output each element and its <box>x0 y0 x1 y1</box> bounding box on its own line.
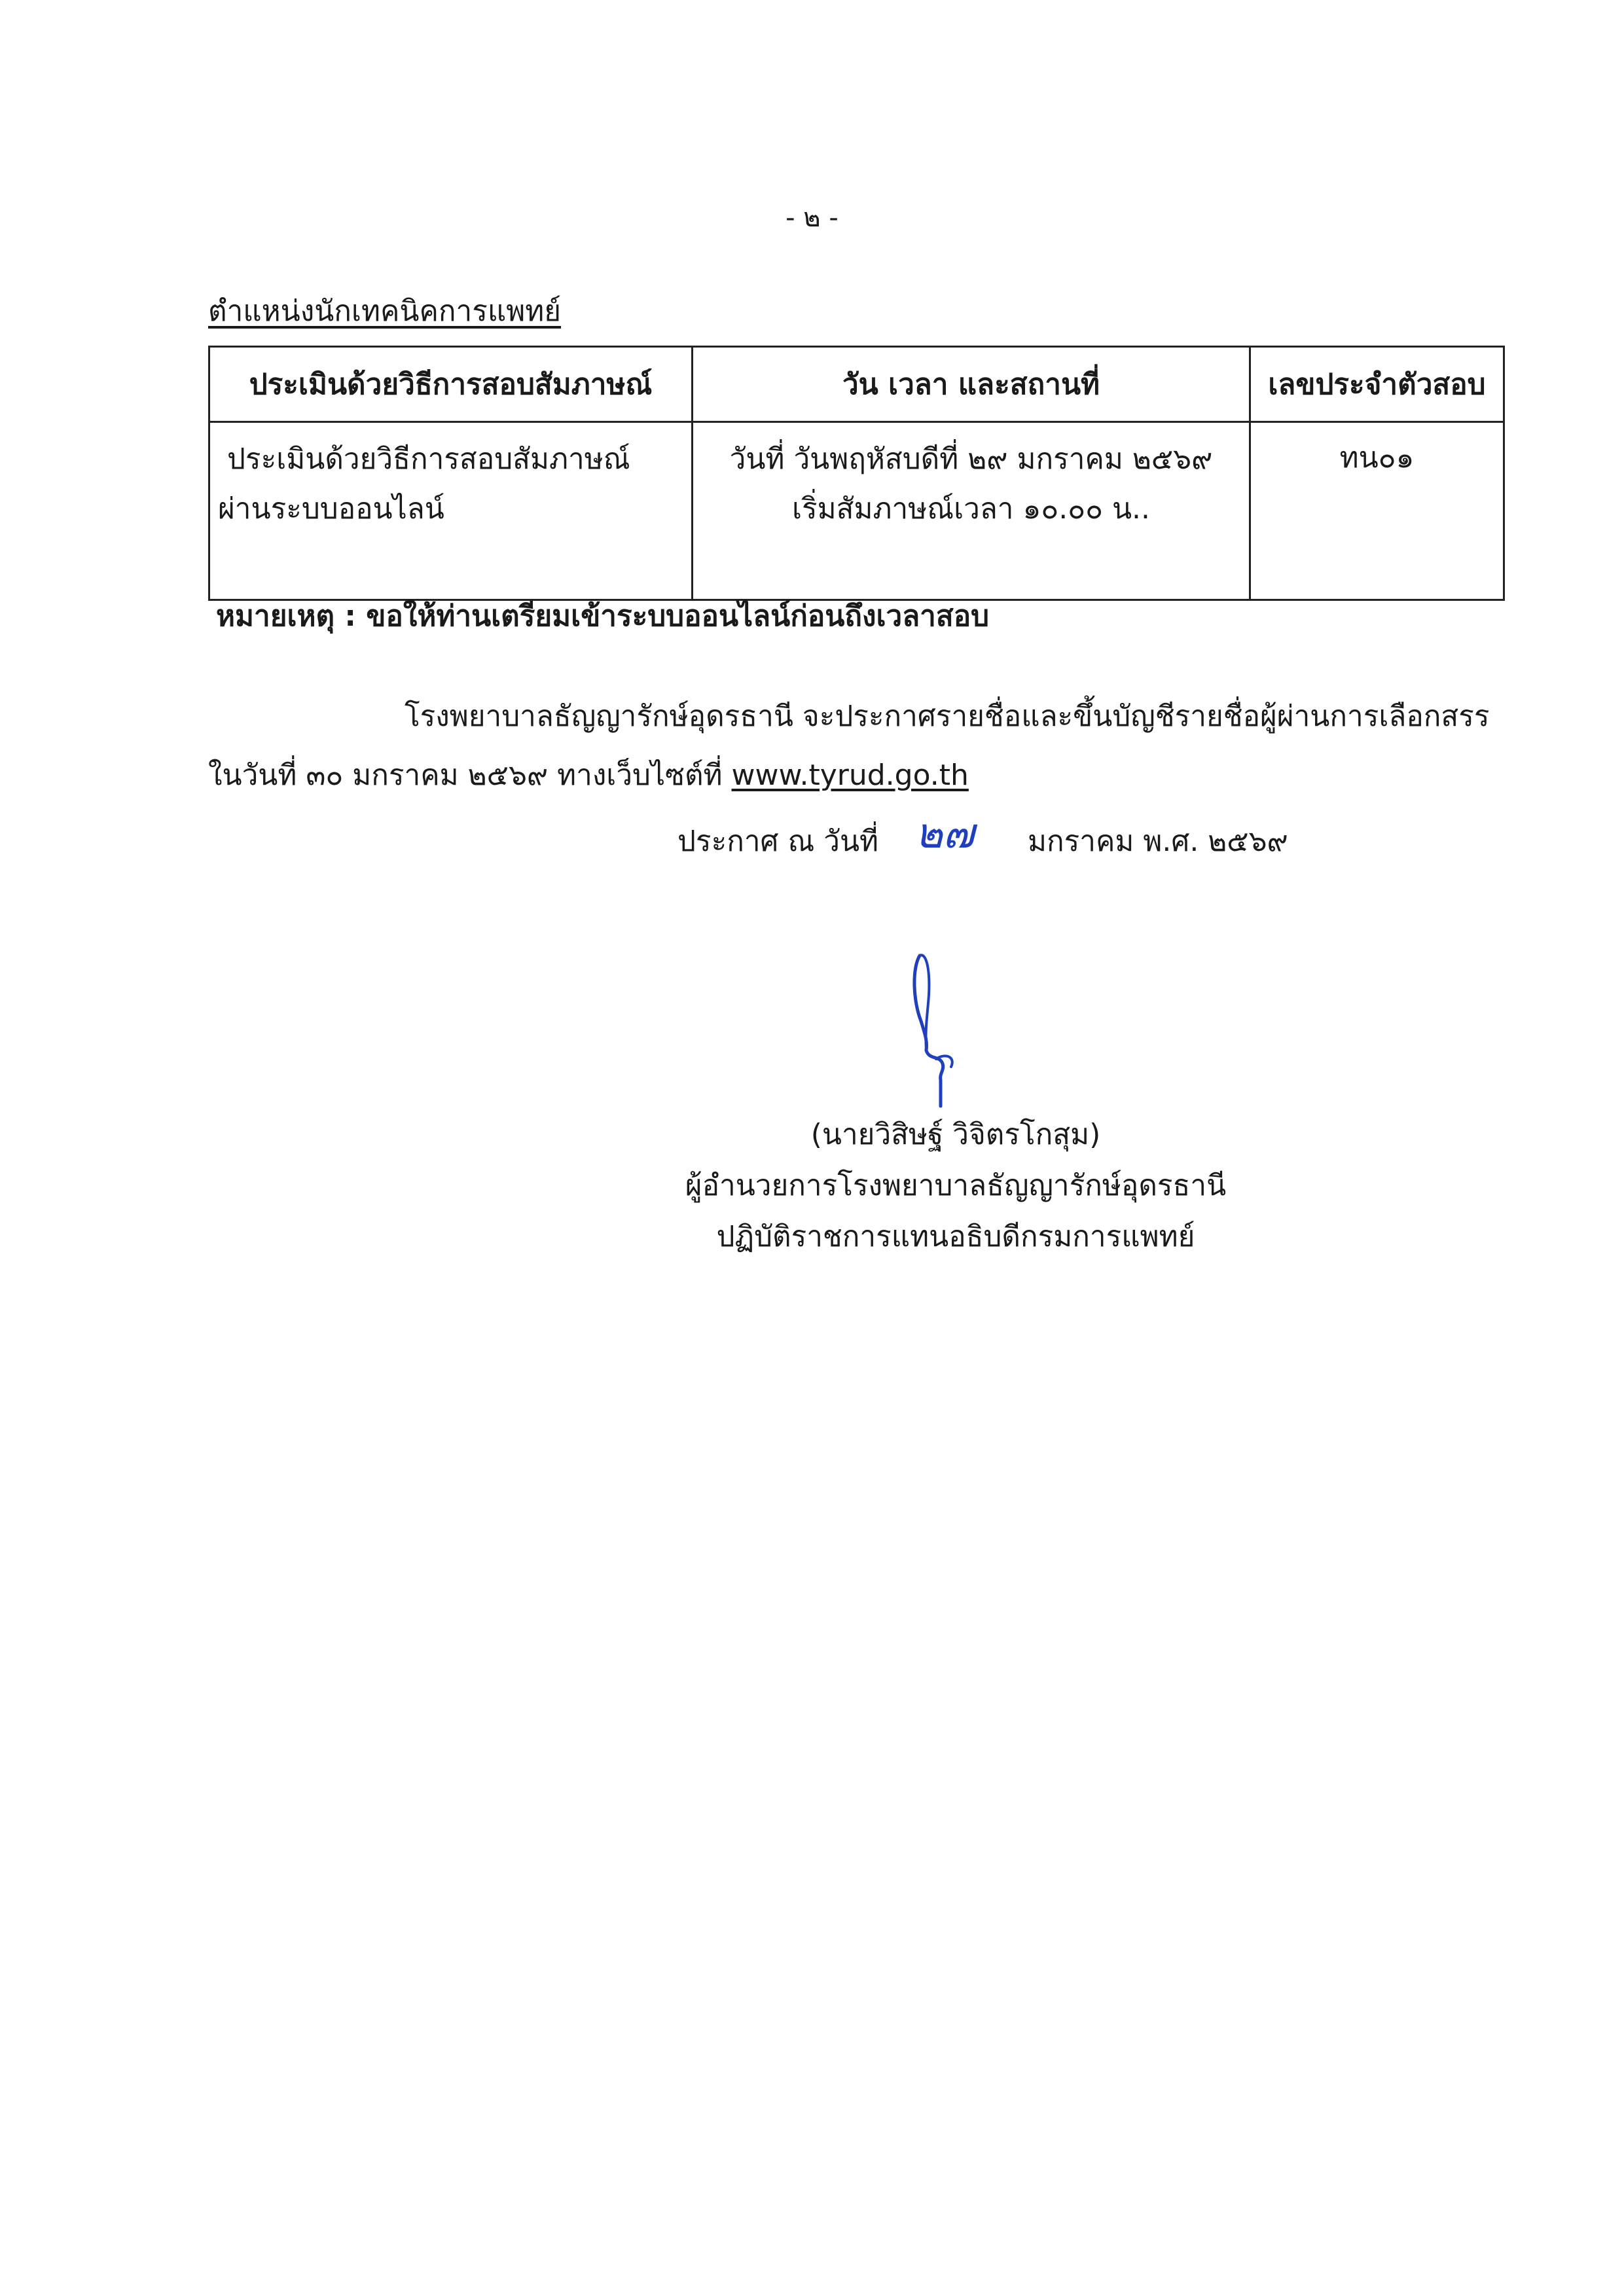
cell-exam-id: ทน๐๑ <box>1250 422 1504 600</box>
assessment-method-line2: ผ่านระบบออนไลน์ <box>218 492 444 526</box>
header-date-time-place: วัน เวลา และสถานที่ <box>693 347 1250 422</box>
date-line: วันที่ วันพฤหัสบดีที่ ๒๙ มกราคม ๒๕๖๙ <box>729 442 1213 476</box>
signatory-name: (นายวิสิษฐ์ วิจิตรโกสุม) <box>810 1118 1101 1151</box>
section-title: ตำแหน่งนักเทคนิคการแพทย์ <box>208 295 562 328</box>
announcement-date-label: ประกาศ ณ วันที่ <box>677 825 879 858</box>
cell-date-time <box>693 422 1250 600</box>
handwritten-day: ๒๗ <box>915 810 975 858</box>
header-assessment-method: ประเมินด้วยวิธีการสอบสัมภาษณ์ <box>209 347 693 422</box>
announcement-month-year: มกราคม พ.ศ. ๒๕๖๙ <box>1028 825 1288 858</box>
signature-block <box>674 1109 1237 1263</box>
assessment-method-line1: ประเมินด้วยวิธีการสอบสัมภาษณ์ <box>227 442 630 476</box>
table-header-row <box>209 347 1504 422</box>
time-line: เริ่มสัมภาษณ์เวลา ๑๐.๐๐ น.. <box>792 492 1150 526</box>
signatory-position: ผู้อำนวยการโรงพยาบาลธัญญารักษ์อุดรธานี <box>685 1169 1227 1202</box>
note: หมายเหตุ : ขอให้ท่านเตรียมเข้าระบบออนไลน์ก่อนถึงเวลาสอบ <box>216 600 990 633</box>
announcement-paragraph <box>208 687 1491 805</box>
header-exam-id: เลขประจำตัวสอบ <box>1250 347 1504 422</box>
signatory-acting: ปฏิบัติราชการแทนอธิบดีกรมการแพทย์ <box>716 1220 1195 1253</box>
website-link[interactable]: www.tyrud.go.th <box>731 759 969 792</box>
cell-assessment-method <box>209 422 693 600</box>
page-number: - ๒ - <box>785 203 839 233</box>
signature-icon <box>874 942 992 1113</box>
paragraph-text: โรงพยาบาลธัญญารักษ์อุดรธานี จะประกาศรายชื่อและขึ้นบัญชีรายชื่อผู้ผ่านการเลือกสรรในวันที่ ๓๐ มกราคม ๒๕๖๙ ทางเว็บไซต์ที่ <box>208 700 1490 792</box>
table-row <box>209 422 1504 600</box>
schedule-table <box>208 346 1505 601</box>
